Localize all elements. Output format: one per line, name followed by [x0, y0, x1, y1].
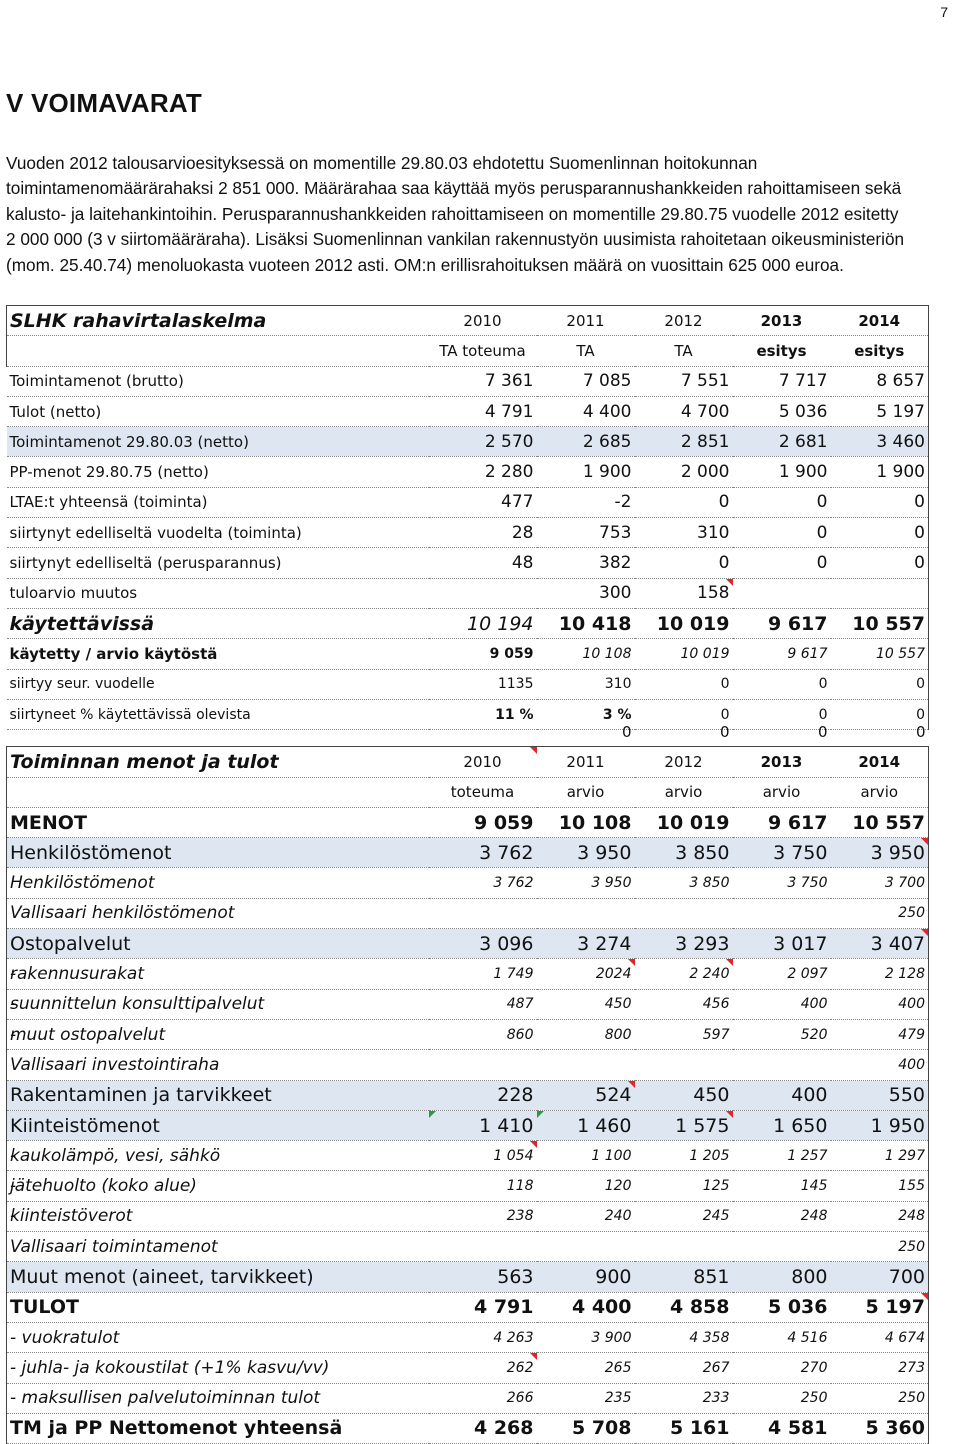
row-label: Rakentaminen ja tarvikkeet	[7, 1080, 429, 1110]
row-value: 3 950	[537, 838, 635, 868]
row-value: 851	[635, 1262, 733, 1292]
row-value: 10 418	[558, 612, 632, 635]
row-value	[733, 898, 831, 928]
year-header: 2010	[429, 306, 537, 336]
row-label: siirtyy seur. vuodelle	[9, 676, 155, 693]
row-value: 9 617	[768, 612, 828, 635]
subheader: TA	[576, 341, 595, 360]
row-label: Vallisaari investointiraha	[7, 1050, 429, 1080]
row-label: Henkilöstömenot	[7, 868, 429, 898]
row-value: 7 361	[484, 371, 534, 392]
table-row	[7, 669, 929, 699]
table-row	[7, 1080, 929, 1110]
table-row	[7, 639, 929, 669]
year-header: 2013	[733, 306, 831, 336]
table-row	[7, 427, 929, 457]
row-value: 267	[702, 1359, 730, 1376]
row-value: 11 %	[495, 706, 534, 723]
paragraph-line: 2 000 000 (3 v siirtomääräraha). Lisäksi Suomenlinnan vankilan rakennustyön uusimista rahoitetaan oikeusministeriön	[6, 229, 905, 250]
subheader: toteuma	[450, 783, 515, 802]
row-value: 700	[831, 1262, 929, 1292]
row-value: 235	[604, 1390, 632, 1407]
row-label: - juhla- ja kokoustilat (+1% kasvu/vv)	[7, 1353, 429, 1383]
table-row	[7, 1353, 929, 1383]
row-value	[733, 1232, 831, 1262]
table-row	[7, 1292, 929, 1322]
row-value: 10 108	[558, 811, 632, 834]
row-label: - kaukolämpö, vesi, sähkö	[7, 1141, 429, 1171]
row-value: 524	[537, 1080, 635, 1110]
row-value: 155	[831, 1171, 929, 1201]
row-value: 310	[697, 522, 730, 543]
row-value: 3 950	[831, 838, 929, 868]
paragraph-line: (mom. 25.40.74) menoluokasta vuoteen 2012 asti. OM:n erillisrahoituksen määrä on vuosittain 625 000 euroa.	[6, 254, 844, 275]
row-value: 310	[604, 676, 632, 693]
row-value	[537, 898, 635, 928]
row-value: 1 900	[582, 462, 632, 483]
row-value: 1 297	[831, 1141, 929, 1171]
cashflow-table	[6, 305, 929, 730]
operations-table-body	[7, 807, 929, 1443]
subheader: arvio	[566, 783, 605, 802]
zero-value: 0	[915, 722, 926, 741]
row-value: 158	[635, 578, 733, 608]
row-value: 3 950	[591, 875, 632, 892]
subheader: esitys	[831, 336, 929, 366]
row-value: 4 516	[787, 1329, 828, 1346]
row-value: 300	[599, 583, 632, 604]
row-value: 3 700	[831, 868, 929, 898]
row-value: 900	[537, 1262, 635, 1292]
row-value: 860	[506, 1026, 534, 1043]
row-value: 5 197	[831, 1292, 929, 1322]
table-subheader-row	[7, 777, 929, 807]
row-value	[537, 1232, 635, 1262]
row-label: käytettävissä	[9, 612, 155, 635]
row-value: 400	[733, 1080, 831, 1110]
row-value: 3 %	[602, 706, 632, 723]
row-value: 48	[511, 553, 534, 574]
row-value: 0	[720, 706, 730, 723]
row-value: 520	[800, 1026, 828, 1043]
year-header: 2013	[733, 747, 831, 777]
table-row	[7, 1232, 929, 1262]
row-label: tuloarvio muutos	[9, 584, 138, 603]
table-row	[7, 807, 929, 837]
empty-cell	[7, 777, 429, 807]
subheader: esitys	[756, 341, 807, 360]
row-value: 4 263	[493, 1329, 534, 1346]
row-value: 5 360	[831, 1413, 929, 1443]
row-value: 1 749	[493, 966, 534, 983]
row-value: 3 762	[429, 838, 537, 868]
zero-value: 0	[621, 722, 632, 741]
row-label: TULOT	[7, 1292, 429, 1322]
row-value: 9 059	[474, 811, 534, 834]
table-row	[7, 396, 929, 426]
table-row	[7, 366, 929, 396]
page-number: 7	[940, 4, 948, 20]
table-row	[7, 929, 929, 959]
row-value: -2	[614, 492, 632, 513]
row-value: 597	[702, 1026, 730, 1043]
operations-table	[6, 717, 929, 1444]
row-value: 3 850	[635, 838, 733, 868]
row-value: 5 708	[572, 1417, 632, 1440]
row-value: 3 460	[831, 427, 929, 457]
row-value: 7 085	[582, 371, 632, 392]
row-value: 240	[604, 1208, 632, 1225]
row-value: 3 750	[733, 838, 831, 868]
row-value: 118	[506, 1178, 534, 1195]
row-value: 265	[604, 1359, 632, 1376]
row-value: 4 400	[572, 1296, 632, 1319]
year-header: 2011	[537, 306, 635, 336]
row-value	[635, 1050, 733, 1080]
row-value: 1 900	[778, 462, 828, 483]
row-value	[831, 578, 929, 608]
table-row	[7, 1413, 929, 1443]
row-value: 5 161	[670, 1417, 730, 1440]
zero-value: 0	[817, 722, 828, 741]
row-label: - kiinteistöverot	[7, 1201, 429, 1231]
row-label: LTAE:t yhteensä (toiminta)	[9, 493, 208, 512]
row-value: 456	[702, 996, 730, 1013]
row-value: 273	[831, 1353, 929, 1383]
year-header: 2014	[831, 747, 929, 777]
row-value: 3 017	[733, 929, 831, 959]
row-value: 1 257	[787, 1147, 828, 1164]
row-value: 4 358	[689, 1329, 730, 1346]
row-value: 5 036	[778, 401, 828, 422]
row-label: - vuokratulot	[7, 1322, 429, 1352]
row-value: 2024	[537, 959, 635, 989]
row-label: Henkilöstömenot	[7, 838, 429, 868]
row-value: 10 019	[656, 612, 730, 635]
year-header: 2012	[635, 306, 733, 336]
row-value: 10 108	[582, 645, 632, 662]
row-value: 1 460	[537, 1110, 635, 1140]
row-value	[537, 1050, 635, 1080]
row-value: 2 685	[537, 427, 635, 457]
row-value: 0	[818, 706, 828, 723]
row-value: 250	[831, 898, 929, 928]
row-label: Vallisaari toimintamenot	[7, 1232, 429, 1262]
table-row	[7, 898, 929, 928]
row-value: 250	[831, 1232, 929, 1262]
table-row	[7, 989, 929, 1019]
row-value: 400	[800, 996, 828, 1013]
row-value: 4 791	[484, 401, 534, 422]
row-value	[429, 1232, 537, 1262]
row-value: 3 407	[831, 929, 929, 959]
row-value: 0	[818, 676, 828, 693]
row-value: 120	[604, 1178, 632, 1195]
row-value: 382	[599, 553, 632, 574]
row-label: - suunnittelun konsulttipalvelut	[7, 989, 429, 1019]
row-value: 450	[604, 996, 632, 1013]
row-value: 4 858	[670, 1296, 730, 1319]
row-value: 2 240	[635, 959, 733, 989]
table-row	[7, 1262, 929, 1292]
row-value: 800	[604, 1026, 632, 1043]
row-value: 270	[800, 1359, 828, 1376]
table-row	[7, 1383, 929, 1413]
table-row	[7, 608, 929, 638]
table-header-row	[7, 747, 929, 777]
table-row	[7, 959, 929, 989]
row-value: 0	[831, 548, 929, 578]
cashflow-table-body	[7, 366, 929, 730]
row-value: 753	[599, 522, 632, 543]
row-value: 0	[720, 676, 730, 693]
table-header-row	[7, 306, 929, 336]
table-row	[7, 1171, 929, 1201]
row-value: 0	[816, 553, 828, 574]
subheader: arvio	[664, 783, 703, 802]
row-value: 2 570	[429, 427, 537, 457]
row-value: 1 900	[831, 457, 929, 487]
row-value: 245	[702, 1208, 730, 1225]
row-value: 4 700	[680, 401, 730, 422]
table-row	[7, 578, 929, 608]
row-value: 0	[831, 669, 929, 699]
row-value: 10 557	[831, 807, 929, 837]
row-label: Tulot (netto)	[9, 402, 102, 421]
row-value: 3 850	[689, 875, 730, 892]
row-label: MENOT	[7, 807, 429, 837]
row-value: 2 000	[680, 462, 730, 483]
paragraph-line: Vuoden 2012 talousarvioesityksessä on momentille 29.80.03 ehdotettu Suomenlinnan hoitokunnan	[6, 153, 758, 173]
row-value: 1135	[497, 676, 534, 693]
row-value: 1 410	[429, 1110, 537, 1140]
row-value: 4 791	[474, 1296, 534, 1319]
row-value: 4 581	[768, 1417, 828, 1440]
row-value: 9 617	[787, 645, 828, 662]
row-value: 8 657	[831, 366, 929, 396]
row-value: 5 036	[768, 1296, 828, 1319]
table-title: Toiminnan menot ja tulot	[7, 747, 429, 777]
row-label: Toimintamenot (brutto)	[9, 372, 184, 391]
row-label: siirtyneet % käytettävissä olevista	[9, 706, 251, 723]
table-row	[7, 1141, 929, 1171]
row-value: 4 400	[582, 401, 632, 422]
row-label: TM ja PP Nettomenot yhteensä	[7, 1413, 429, 1443]
row-value: 487	[506, 996, 534, 1013]
row-label: Muut menot (aineet, tarvikkeet)	[7, 1262, 429, 1292]
paragraph-line: kalusto- ja laitehankintoihin. Perusparannushankkeiden rahoittamiseen on momentille 29.80.75 vuodelle 2012 esitetty	[6, 203, 899, 224]
row-value: 2 681	[733, 427, 831, 457]
row-value: 10 019	[656, 811, 730, 834]
empty-cell	[429, 717, 537, 747]
row-value: 9 617	[768, 811, 828, 834]
row-value: 0	[831, 518, 929, 548]
row-value: 10 194	[467, 612, 534, 635]
year-header: 2012	[635, 747, 733, 777]
row-value: 400	[831, 989, 929, 1019]
year-header: 2014	[831, 306, 929, 336]
row-value: 5 197	[831, 396, 929, 426]
row-value: 1 575	[635, 1110, 733, 1140]
row-label: - maksullisen palvelutoiminnan tulot	[7, 1383, 429, 1413]
row-value: 248	[831, 1201, 929, 1231]
paragraph-line: toimintamenomäärärahaksi 2 851 000. Määrärahaa saa käyttää myös perusparannushankkeiden rahoittamiseen sekä	[6, 178, 902, 199]
row-value: 233	[702, 1390, 730, 1407]
row-label: PP-menot 29.80.75 (netto)	[9, 463, 209, 482]
row-value: 1 950	[831, 1110, 929, 1140]
row-value: 0	[831, 699, 929, 729]
year-header: 2010	[429, 747, 537, 777]
row-value: 1 205	[689, 1147, 730, 1164]
table-row	[7, 457, 929, 487]
empty-cell	[7, 336, 429, 366]
row-value: 145	[800, 1178, 828, 1195]
empty-cell	[7, 717, 429, 747]
row-value: 7 717	[778, 371, 828, 392]
row-value: 800	[733, 1262, 831, 1292]
row-value: 0	[816, 522, 828, 543]
row-label: siirtynyt edelliseltä (perusparannus)	[9, 554, 282, 573]
row-value: 250	[800, 1390, 828, 1407]
row-value: 2 128	[831, 959, 929, 989]
row-value: 238	[506, 1208, 534, 1225]
row-value: 9 059	[489, 645, 534, 662]
row-value: 4 674	[831, 1322, 929, 1352]
row-value: 10 019	[680, 645, 730, 662]
row-value: 3 750	[787, 875, 828, 892]
subheader: TA toteuma	[439, 341, 526, 360]
row-value: 125	[702, 1178, 730, 1195]
row-value: 228	[429, 1080, 537, 1110]
row-value: 479	[831, 1019, 929, 1049]
row-label: - rakennusurakat	[7, 959, 429, 989]
table-row	[7, 1201, 929, 1231]
table-row	[7, 1019, 929, 1049]
row-value	[429, 898, 537, 928]
row-value: 250	[831, 1383, 929, 1413]
row-value	[429, 578, 537, 608]
table-row	[7, 868, 929, 898]
row-value: 1 100	[591, 1147, 632, 1164]
row-value: 0	[831, 487, 929, 517]
row-label: - muut ostopalvelut	[7, 1019, 429, 1049]
row-value: 3 900	[591, 1329, 632, 1346]
row-value: 0	[816, 492, 828, 513]
row-value: 0	[718, 492, 730, 513]
row-value: 4 268	[474, 1417, 534, 1440]
subheader: arvio	[831, 777, 929, 807]
table-row	[7, 548, 929, 578]
row-value: 248	[800, 1208, 828, 1225]
row-value: 2 851	[635, 427, 733, 457]
row-value	[733, 578, 831, 608]
year-header: 2011	[537, 747, 635, 777]
row-value: 0	[718, 553, 730, 574]
row-label: Vallisaari henkilöstömenot	[7, 898, 429, 928]
row-value: 1 650	[733, 1110, 831, 1140]
row-label: Kiinteistömenot	[7, 1110, 429, 1140]
row-value: 262	[429, 1353, 537, 1383]
row-value: 2 097	[787, 966, 828, 983]
row-value: 550	[831, 1080, 929, 1110]
row-value: 1 054	[429, 1141, 537, 1171]
row-value	[635, 1232, 733, 1262]
row-value: 450	[635, 1080, 733, 1110]
table-row	[7, 518, 929, 548]
row-value: 10 557	[831, 608, 929, 638]
table-row	[7, 1050, 929, 1080]
row-value	[429, 1050, 537, 1080]
row-label: - jätehuolto (koko alue)	[7, 1171, 429, 1201]
row-label: käytetty / arvio käytöstä	[9, 644, 218, 663]
row-value: 3 762	[493, 875, 534, 892]
table-row	[7, 487, 929, 517]
table-subheader-row	[7, 336, 929, 366]
subheader: TA	[674, 341, 693, 360]
row-value: 2 280	[484, 462, 534, 483]
row-value: 563	[429, 1262, 537, 1292]
zero-value: 0	[719, 722, 730, 741]
row-label: Toimintamenot 29.80.03 (netto)	[7, 427, 429, 457]
table-row	[7, 1322, 929, 1352]
row-value	[635, 898, 733, 928]
subheader: arvio	[762, 783, 801, 802]
row-value	[733, 1050, 831, 1080]
row-value: 10 557	[831, 639, 929, 669]
section-heading: V VOIMAVARAT	[6, 88, 202, 118]
table-row	[7, 838, 929, 868]
row-value: 28	[511, 522, 534, 543]
row-value: 477	[501, 492, 534, 513]
row-value: 266	[506, 1390, 534, 1407]
row-value: 7 551	[680, 371, 730, 392]
row-label: Ostopalvelut	[7, 929, 429, 959]
row-value: 3 096	[429, 929, 537, 959]
zero-row	[7, 717, 929, 747]
table-title: SLHK rahavirtalaskelma	[7, 306, 429, 336]
row-value: 400	[831, 1050, 929, 1080]
row-label: siirtynyt edelliseltä vuodelta (toiminta)	[9, 523, 302, 542]
row-value: 3 274	[537, 929, 635, 959]
table-row	[7, 1110, 929, 1140]
row-value: 3 293	[635, 929, 733, 959]
intro-paragraph	[6, 151, 958, 278]
